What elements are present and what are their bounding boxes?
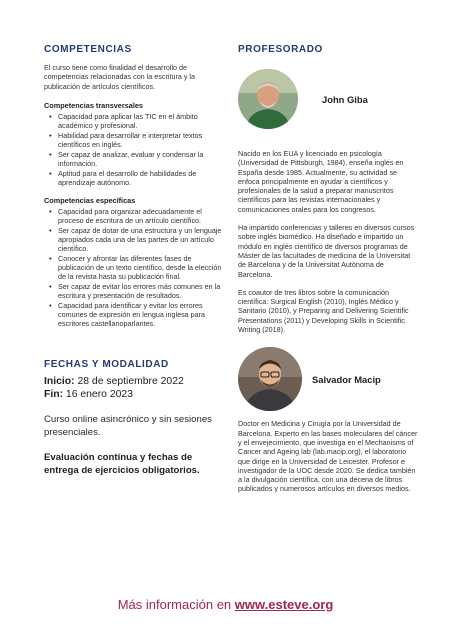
fin-label: Fin: [44,389,64,401]
right-column [238,44,418,494]
portrait-photo-icon [238,347,302,411]
transversales-list [44,112,224,187]
avatar [238,347,302,411]
especificas-list [44,207,224,329]
list-item: • Capacidad para identificar y evitar los errores comunes de expresión en lengua inglesa para escritores castellanoparlantes. [44,301,224,329]
inicio-label: Inicio: [44,375,75,387]
evaluacion-text: Evaluación contínua y fechas de entrega de ejercicios obligatorios. [44,452,200,476]
list-item: • Capacidad para organizar adecuadamente el proceso de escritura de un artículo científico. [44,207,224,225]
fin-value: 16 enero 2023 [63,389,133,401]
profesorado-title: PROFESORADO [238,44,323,55]
modalidad-text: Curso online asincrónico y sin sesiones presenciales. [44,414,212,439]
competencias-title: COMPETENCIAS [44,44,132,55]
especificas-title: Competencias específicas [44,196,136,206]
footer-text: Más información en [117,597,235,612]
profesor-name: Salvador Macip [312,373,381,385]
inicio-value: 28 de septiembre 2022 [74,375,184,387]
list-item: • Ser capaz de analizar, evaluar y condensar la información. [44,150,224,168]
inicio-line [44,375,224,388]
footer [0,597,451,612]
list-item: • Habilidad para desarrollar e interpretar textos científicos en inglés. [44,131,224,149]
profesor-bio: Nacido en los EUA y licenciado en psicología (Universidad de Pittsburgh, 1984), enseña inglés en España desde 1985. Actualmente, su actividad se enfoca principalmente en ayudar a científicos y profesionales de la salud a preparar manuscritos científicos para las revistas internacionales y comunicaciones orales para los congresos. [238,149,404,214]
list-item: • Ser capaz de dotar de una estructura y un lenguaje apropiados cada una de las partes de un artículo científico. [44,226,224,254]
fechas-title: FECHAS Y MODALIDAD [44,358,169,370]
profesor-header [238,69,418,129]
avatar [238,69,298,129]
list-item: • Conocer y afrontar las diferentes fases de publicación de un texto científico, desde la elección de la revista hasta su publicación final. [44,254,224,282]
profesor-bio: Ha impartido conferencias y talleres en diversos cursos sobre inglés biomédico. Ha diseñado e impartido un módulo en inglés científico de diversos programas de Máster de las facultades de medicina de la Universitat de Barcelona y de la Universitat Autònoma de Barcelona. [238,223,415,279]
profesor-bio: Es coautor de tres libros sobre la comunicación científica: Surgical English (2010), Inglés Médico y Sanitario (2010), y Preparing and Delivering Scientific Presentations (2011) y Developing Skills in Scientific Writing (2018). [238,287,409,335]
portrait-photo-icon [238,69,298,129]
fin-line [44,388,224,401]
transversales-title: Competencias transversales [44,100,143,110]
competencias-intro: El curso tiene como finalidad el desarrollo de competencias relacionadas con la escritura y la publicación de artículos científicos. [44,63,196,91]
list-item: • Capacidad para aplicar las TIC en el ámbito académico y profesional. [44,112,224,130]
profesor-name: John Giba [322,93,368,105]
profesor-bio: Doctor en Medicina y Cirugía por la Universidad de Barcelona. Experto en las bases moleculares del cáncer y el envejecimiento, que investiga en el Mechanisms of Cancer and Ageing lab (lab.macip.org), el laboratorio que dirige en la Universidad de Leicester. Profesor e investigador de la UOC desde 2020. Se dedica también a la divulgación científica, con una decena de libros publicados y numerosos artículos en diversos medios. [238,419,418,494]
profesor-header [238,347,418,411]
list-item: • Ser capaz de evitar los errores más comunes en la escritura y presentación de resultados. [44,282,224,300]
website-link[interactable]: www.esteve.org [234,597,334,612]
list-item: • Aptitud para el desarrollo de habilidades de aprendizaje autónomo. [44,169,224,187]
left-column [44,44,224,478]
